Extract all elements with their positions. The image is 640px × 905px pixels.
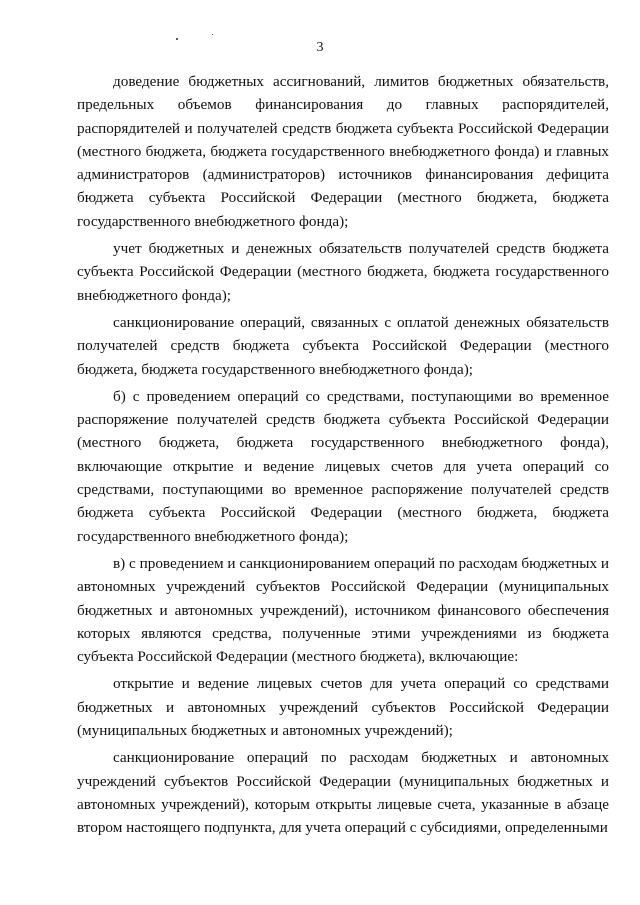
document-body — [77, 70, 609, 844]
paragraph-budget-allocations: доведение бюджетных ассигнований, лимитов бюджетных обязательств, предельных объемов финансирования до главных распорядителей, распорядителей и получателей средств бюджета субъекта Российской Федерации (местного бюджета, бюджета государственного внебюджетного фонда) и главных администраторов (администраторов) источников финансирования дефицита бюджета субъекта Российской Федерации (местного бюджета, бюджета государственного внебюджетного фонда); — [77, 73, 609, 230]
paragraph-payment-authorization: санкционирование операций, связанных с оплатой денежных обязательств получателей средств бюджета субъекта Российской Федерации (местного бюджета, бюджета государственного внебюджетного фонда); — [77, 313, 609, 378]
paragraph-expense-authorization: санкционирование операций по расходам бюджетных и автономных учреждений субъектов Российской Федерации (муниципальных бюджетных и автономных учреждений), которым открыты лицевые счета, указанные в абзаце втором настоящего подпункта, для учета операций с субсидиями, определенными — [77, 749, 609, 837]
paragraph-temporary-funds: б) с проведением операций со средствами, поступающими во временное распоряжение получателей средств бюджета субъекта Российской Федерации (местного бюджета, бюджета государственного внебюджетного фонда), включающие открытие и ведение лицевых счетов для учета операций со средствами, поступающими во временное распоряжение получателей средств бюджета субъекта Российской Федерации (местного бюджета, бюджета государственного внебюджетного фонда); — [77, 387, 609, 545]
scan-speck — [212, 34, 213, 35]
paragraph-account-opening: открытие и ведение лицевых счетов для учета операций со средствами бюджетных и автономных учреждений субъектов Российской Федерации (муниципальных бюджетных и автономных учреждений); — [77, 675, 609, 740]
page-number: 3 — [316, 40, 324, 55]
paragraph-institution-expenses: в) с проведением и санкционированием операций по расходам бюджетных и автономных учреждений субъектов Российской Федерации (муниципальных бюджетных и автономных учреждений), источником финансового обеспечения которых являются средства, полученные этими учреждениями из бюджета субъекта Российской Федерации (местного бюджета), включающие: — [77, 554, 609, 666]
paragraph-obligations-accounting: учет бюджетных и денежных обязательств получателей средств бюджета субъекта Российской Федерации (местного бюджета, бюджета государственного внебюджетного фонда); — [77, 240, 609, 304]
